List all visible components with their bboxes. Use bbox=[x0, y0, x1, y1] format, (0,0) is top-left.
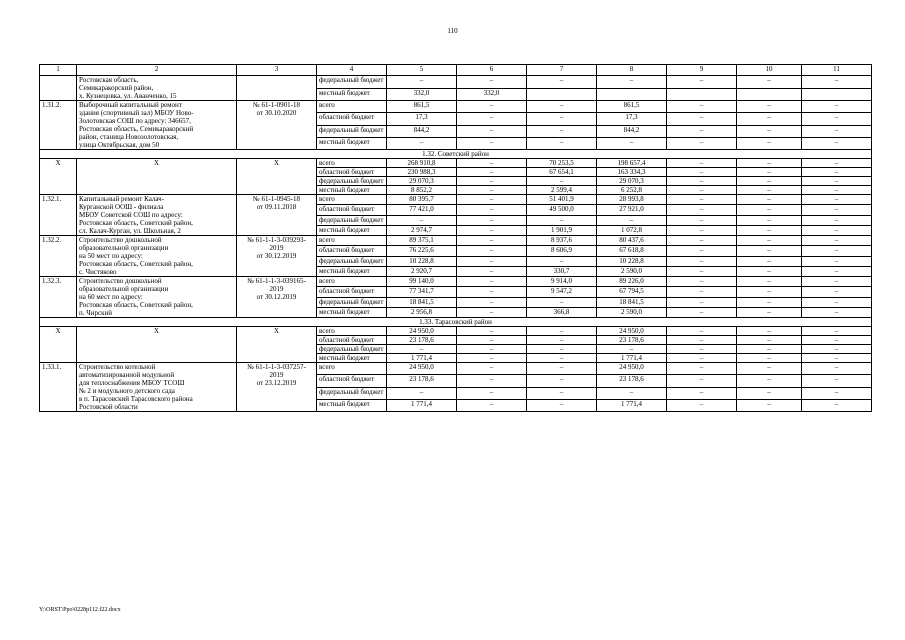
amount-cell: – bbox=[457, 215, 527, 225]
funding-source: федеральный бюджет bbox=[317, 76, 387, 89]
funding-source: областной бюджет bbox=[317, 168, 387, 177]
amount-cell: – bbox=[737, 387, 802, 399]
amount-cell: – bbox=[667, 76, 737, 89]
amount-cell: – bbox=[527, 375, 597, 387]
amount-cell: 49 500,0 bbox=[527, 205, 597, 215]
amount-cell: – bbox=[737, 266, 802, 276]
column-header: 6 bbox=[457, 65, 527, 76]
amount-cell: – bbox=[457, 256, 527, 266]
amount-cell: 366,8 bbox=[527, 307, 597, 317]
amount-cell: 89 226,0 bbox=[597, 277, 667, 287]
amount-cell: 163 334,3 bbox=[597, 168, 667, 177]
amount-cell: 8 606,9 bbox=[527, 246, 597, 256]
amount-cell: – bbox=[667, 113, 737, 125]
amount-cell: 29 070,3 bbox=[597, 177, 667, 186]
amount-cell: 1 771,4 bbox=[387, 399, 457, 411]
item-doc: № 61-1-0945-18 от 09.11.2018 bbox=[237, 195, 317, 236]
amount-cell: – bbox=[802, 246, 872, 256]
amount-cell: – bbox=[597, 387, 667, 399]
amount-cell: – bbox=[457, 375, 527, 387]
amount-cell: 844,2 bbox=[597, 125, 667, 137]
amount-cell: 230 988,3 bbox=[387, 168, 457, 177]
amount-cell: – bbox=[387, 215, 457, 225]
amount-cell: 29 070,3 bbox=[387, 177, 457, 186]
funding-source: всего bbox=[317, 236, 387, 246]
funding-source: местный бюджет bbox=[317, 88, 387, 101]
amount-cell: 23 178,6 bbox=[597, 375, 667, 387]
amount-cell: – bbox=[737, 215, 802, 225]
amount-cell: – bbox=[667, 205, 737, 215]
amount-cell: – bbox=[802, 125, 872, 137]
amount-cell: 23 178,6 bbox=[597, 336, 667, 345]
amount-cell: – bbox=[527, 113, 597, 125]
amount-cell: 332,0 bbox=[457, 88, 527, 101]
amount-cell: – bbox=[802, 113, 872, 125]
amount-cell bbox=[527, 88, 597, 101]
item-code: 1.31.2. bbox=[40, 101, 77, 150]
column-header: 3 bbox=[237, 65, 317, 76]
funding-source: федеральный бюджет bbox=[317, 125, 387, 137]
amount-cell bbox=[597, 88, 667, 101]
amount-cell: – bbox=[527, 125, 597, 137]
amount-cell: 861,5 bbox=[387, 101, 457, 113]
amount-cell: – bbox=[802, 307, 872, 317]
amount-cell: 18 841,5 bbox=[387, 297, 457, 307]
funding-source: областной бюджет bbox=[317, 113, 387, 125]
amount-cell: 80 395,7 bbox=[387, 195, 457, 205]
funding-source: местный бюджет bbox=[317, 354, 387, 363]
amount-cell: – bbox=[457, 225, 527, 235]
amount-cell: – bbox=[457, 387, 527, 399]
amount-cell: 2 599,4 bbox=[527, 186, 597, 195]
amount-cell: 18 841,5 bbox=[597, 297, 667, 307]
amount-cell: – bbox=[527, 345, 597, 354]
amount-cell: 844,2 bbox=[387, 125, 457, 137]
amount-cell: – bbox=[457, 101, 527, 113]
funding-source: федеральный бюджет bbox=[317, 297, 387, 307]
item-desc: X bbox=[77, 159, 237, 195]
amount-cell: – bbox=[802, 256, 872, 266]
table-row bbox=[40, 76, 872, 89]
amount-cell: – bbox=[667, 387, 737, 399]
item-code bbox=[40, 76, 77, 101]
amount-cell: 80 437,6 bbox=[597, 236, 667, 246]
amount-cell: 67 794,5 bbox=[597, 287, 667, 297]
amount-cell: – bbox=[802, 186, 872, 195]
section-title: 1.32. Советский район bbox=[40, 150, 872, 159]
amount-cell: – bbox=[527, 399, 597, 411]
amount-cell: 1 072,8 bbox=[597, 225, 667, 235]
amount-cell: – bbox=[667, 168, 737, 177]
amount-cell: 8 852,2 bbox=[387, 186, 457, 195]
amount-cell: – bbox=[667, 363, 737, 375]
funding-source: местный бюджет bbox=[317, 225, 387, 235]
amount-cell: – bbox=[457, 327, 527, 336]
column-header: 7 bbox=[527, 65, 597, 76]
amount-cell: – bbox=[457, 354, 527, 363]
amount-cell: – bbox=[802, 327, 872, 336]
funding-source: областной бюджет bbox=[317, 287, 387, 297]
amount-cell: – bbox=[737, 327, 802, 336]
amount-cell: – bbox=[527, 363, 597, 375]
amount-cell: – bbox=[737, 177, 802, 186]
amount-cell: – bbox=[667, 336, 737, 345]
amount-cell: – bbox=[737, 186, 802, 195]
amount-cell: – bbox=[667, 345, 737, 354]
amount-cell: – bbox=[737, 363, 802, 375]
amount-cell bbox=[802, 88, 872, 101]
amount-cell: – bbox=[802, 297, 872, 307]
table-row bbox=[40, 277, 872, 287]
amount-cell: – bbox=[802, 387, 872, 399]
amount-cell: – bbox=[737, 76, 802, 89]
item-doc bbox=[237, 76, 317, 101]
amount-cell: 67 654,1 bbox=[527, 168, 597, 177]
amount-cell: 9 914,0 bbox=[527, 277, 597, 287]
funding-source: всего bbox=[317, 277, 387, 287]
funding-source: областной бюджет bbox=[317, 336, 387, 345]
amount-cell: – bbox=[527, 256, 597, 266]
section-title: 1.33. Тарасовский район bbox=[40, 318, 872, 327]
amount-cell: – bbox=[667, 177, 737, 186]
amount-cell: – bbox=[667, 159, 737, 168]
amount-cell: – bbox=[457, 297, 527, 307]
item-code: X bbox=[40, 159, 77, 195]
amount-cell: 2 920,7 bbox=[387, 266, 457, 276]
amount-cell: – bbox=[802, 159, 872, 168]
amount-cell: 1 771,4 bbox=[387, 354, 457, 363]
amount-cell: – bbox=[802, 354, 872, 363]
amount-cell: – bbox=[802, 168, 872, 177]
amount-cell: – bbox=[802, 137, 872, 149]
amount-cell: 2 590,0 bbox=[597, 266, 667, 276]
funding-source: местный бюджет bbox=[317, 186, 387, 195]
amount-cell: – bbox=[667, 256, 737, 266]
amount-cell: – bbox=[457, 236, 527, 246]
amount-cell: – bbox=[597, 215, 667, 225]
amount-cell: 6 252,8 bbox=[597, 186, 667, 195]
amount-cell: 17,3 bbox=[387, 113, 457, 125]
amount-cell: – bbox=[457, 246, 527, 256]
amount-cell: – bbox=[737, 236, 802, 246]
amount-cell: – bbox=[527, 215, 597, 225]
funding-source: областной бюджет bbox=[317, 246, 387, 256]
amount-cell: – bbox=[527, 177, 597, 186]
amount-cell: – bbox=[527, 297, 597, 307]
amount-cell: 24 950,0 bbox=[387, 363, 457, 375]
amount-cell: – bbox=[802, 336, 872, 345]
amount-cell: – bbox=[457, 168, 527, 177]
amount-cell: – bbox=[737, 287, 802, 297]
funding-source: местный бюджет bbox=[317, 307, 387, 317]
column-header: 9 bbox=[667, 65, 737, 76]
amount-cell: – bbox=[457, 125, 527, 137]
amount-cell: – bbox=[802, 101, 872, 113]
amount-cell: 51 401,9 bbox=[527, 195, 597, 205]
amount-cell: – bbox=[737, 113, 802, 125]
amount-cell: 70 253,5 bbox=[527, 159, 597, 168]
amount-cell: – bbox=[667, 125, 737, 137]
amount-cell: 1 901,9 bbox=[527, 225, 597, 235]
amount-cell: – bbox=[387, 345, 457, 354]
table-row bbox=[40, 327, 872, 336]
amount-cell: – bbox=[597, 345, 667, 354]
funding-source: всего bbox=[317, 159, 387, 168]
amount-cell: 1 771,4 bbox=[597, 399, 667, 411]
table-row bbox=[40, 363, 872, 375]
amount-cell: 23 178,6 bbox=[387, 336, 457, 345]
amount-cell: 89 375,1 bbox=[387, 236, 457, 246]
page-number: 110 bbox=[447, 27, 458, 35]
amount-cell: 332,0 bbox=[387, 88, 457, 101]
amount-cell: 10 228,8 bbox=[387, 256, 457, 266]
funding-source: всего bbox=[317, 101, 387, 113]
amount-cell: – bbox=[737, 336, 802, 345]
file-path-footer: Y:\ORST\Ppo\0228p112.f22.docx bbox=[39, 607, 121, 613]
amount-cell: – bbox=[667, 354, 737, 363]
item-doc: № 61-1-0901-18 от 30.10.2020 bbox=[237, 101, 317, 150]
amount-cell: 24 950,0 bbox=[597, 327, 667, 336]
amount-cell: – bbox=[457, 137, 527, 149]
amount-cell: – bbox=[667, 399, 737, 411]
amount-cell: 28 993,8 bbox=[597, 195, 667, 205]
column-header: 1 bbox=[40, 65, 77, 76]
amount-cell: – bbox=[667, 236, 737, 246]
amount-cell: 24 950,0 bbox=[597, 363, 667, 375]
amount-cell: – bbox=[457, 336, 527, 345]
amount-cell: – bbox=[737, 246, 802, 256]
column-header: 2 bbox=[77, 65, 237, 76]
amount-cell: – bbox=[457, 76, 527, 89]
amount-cell: – bbox=[737, 399, 802, 411]
amount-cell: 198 657,4 bbox=[597, 159, 667, 168]
funding-source: федеральный бюджет bbox=[317, 345, 387, 354]
header-row bbox=[40, 65, 872, 76]
funding-source: всего bbox=[317, 327, 387, 336]
amount-cell: – bbox=[802, 345, 872, 354]
funding-source: всего bbox=[317, 363, 387, 375]
funding-source: федеральный бюджет bbox=[317, 215, 387, 225]
amount-cell: – bbox=[387, 76, 457, 89]
amount-cell: – bbox=[737, 375, 802, 387]
funding-source: местный бюджет bbox=[317, 399, 387, 411]
item-doc: № 61-1-1-3-039293- 2019 от 30.12.2019 bbox=[237, 236, 317, 277]
amount-cell: – bbox=[667, 277, 737, 287]
amount-cell: – bbox=[667, 307, 737, 317]
amount-cell: – bbox=[457, 113, 527, 125]
amount-cell: – bbox=[527, 137, 597, 149]
table-body bbox=[40, 65, 872, 412]
item-desc: Строительство дошкольной образовательной организации на 50 мест по адресу: Ростовская область, Советский район, с. Чистяково bbox=[77, 236, 237, 277]
amount-cell: – bbox=[802, 195, 872, 205]
item-desc: Ростовская область, Семикаракорский район, х. Кузнецовка, ул. Аванченко, 15 bbox=[77, 76, 237, 101]
column-header: 5 bbox=[387, 65, 457, 76]
amount-cell: – bbox=[802, 287, 872, 297]
item-code: 1.33.1. bbox=[40, 363, 77, 412]
amount-cell: – bbox=[457, 287, 527, 297]
amount-cell: 861,5 bbox=[597, 101, 667, 113]
column-header: 11 bbox=[802, 65, 872, 76]
amount-cell: – bbox=[457, 399, 527, 411]
amount-cell: – bbox=[737, 277, 802, 287]
amount-cell: – bbox=[737, 168, 802, 177]
amount-cell: – bbox=[737, 137, 802, 149]
amount-cell: 330,7 bbox=[527, 266, 597, 276]
amount-cell: – bbox=[667, 186, 737, 195]
amount-cell: – bbox=[667, 287, 737, 297]
amount-cell: – bbox=[802, 375, 872, 387]
amount-cell: – bbox=[802, 215, 872, 225]
funding-source: федеральный бюджет bbox=[317, 387, 387, 399]
amount-cell: – bbox=[802, 277, 872, 287]
amount-cell: – bbox=[667, 137, 737, 149]
amount-cell: 99 140,0 bbox=[387, 277, 457, 287]
amount-cell: – bbox=[737, 225, 802, 235]
item-doc: № 61-1-1-3-039165- 2019 от 30.12.2019 bbox=[237, 277, 317, 318]
amount-cell: – bbox=[527, 354, 597, 363]
amount-cell: – bbox=[667, 246, 737, 256]
table-row bbox=[40, 195, 872, 205]
amount-cell: – bbox=[597, 76, 667, 89]
funding-source: федеральный бюджет bbox=[317, 177, 387, 186]
amount-cell: – bbox=[457, 177, 527, 186]
amount-cell: – bbox=[802, 399, 872, 411]
amount-cell: – bbox=[737, 354, 802, 363]
item-doc: № 61-1-1-3-037257- 2019 от 23.12.2019 bbox=[237, 363, 317, 412]
amount-cell: – bbox=[667, 375, 737, 387]
amount-cell: 76 225,6 bbox=[387, 246, 457, 256]
amount-cell: – bbox=[387, 387, 457, 399]
amount-cell: 23 178,6 bbox=[387, 375, 457, 387]
item-desc: X bbox=[77, 327, 237, 363]
amount-cell: – bbox=[802, 205, 872, 215]
amount-cell: 77 341,7 bbox=[387, 287, 457, 297]
funding-source: областной бюджет bbox=[317, 205, 387, 215]
table-row bbox=[40, 101, 872, 113]
amount-cell: – bbox=[802, 236, 872, 246]
amount-cell: – bbox=[737, 125, 802, 137]
column-header: 8 bbox=[597, 65, 667, 76]
amount-cell: – bbox=[457, 159, 527, 168]
amount-cell: – bbox=[802, 266, 872, 276]
amount-cell: – bbox=[667, 297, 737, 307]
item-code: 1.32.2. bbox=[40, 236, 77, 277]
amount-cell: – bbox=[457, 363, 527, 375]
funding-source: местный бюджет bbox=[317, 137, 387, 149]
amount-cell: – bbox=[737, 345, 802, 354]
amount-cell: 10 228,8 bbox=[597, 256, 667, 266]
amount-cell: 17,3 bbox=[597, 113, 667, 125]
amount-cell: – bbox=[737, 195, 802, 205]
amount-cell: – bbox=[667, 195, 737, 205]
item-code: 1.32.1. bbox=[40, 195, 77, 236]
amount-cell: 2 590,0 bbox=[597, 307, 667, 317]
amount-cell: 268 910,8 bbox=[387, 159, 457, 168]
amount-cell: – bbox=[737, 307, 802, 317]
table-row bbox=[40, 159, 872, 168]
amount-cell: 67 618,8 bbox=[597, 246, 667, 256]
section-row bbox=[40, 318, 872, 327]
amount-cell: – bbox=[527, 327, 597, 336]
amount-cell: – bbox=[457, 307, 527, 317]
column-header: 10 bbox=[737, 65, 802, 76]
amount-cell: – bbox=[737, 297, 802, 307]
item-code: 1.32.3. bbox=[40, 277, 77, 318]
amount-cell: 2 956,8 bbox=[387, 307, 457, 317]
amount-cell: – bbox=[527, 387, 597, 399]
amount-cell: – bbox=[802, 225, 872, 235]
amount-cell: – bbox=[802, 76, 872, 89]
amount-cell: – bbox=[667, 101, 737, 113]
amount-cell: – bbox=[802, 177, 872, 186]
amount-cell: – bbox=[527, 101, 597, 113]
column-header: 4 bbox=[317, 65, 387, 76]
amount-cell: – bbox=[667, 266, 737, 276]
item-doc: X bbox=[237, 327, 317, 363]
amount-cell: – bbox=[597, 137, 667, 149]
item-desc: Выборочный капитальный ремонт здания (спортивный зал) МБОУ Ново- Золотовская СОШ по адресу: 346657, Ростовская область, Семикаракорский район, станица Новозолотовская, улица Октябрьская, дом 50 bbox=[77, 101, 237, 150]
table-row bbox=[40, 236, 872, 246]
funding-source: местный бюджет bbox=[317, 266, 387, 276]
amount-cell: – bbox=[457, 186, 527, 195]
amount-cell: – bbox=[457, 345, 527, 354]
budget-table bbox=[39, 64, 872, 412]
amount-cell: – bbox=[737, 101, 802, 113]
amount-cell: 9 547,2 bbox=[527, 287, 597, 297]
amount-cell: – bbox=[737, 159, 802, 168]
amount-cell: – bbox=[457, 195, 527, 205]
amount-cell: – bbox=[667, 327, 737, 336]
amount-cell: – bbox=[387, 137, 457, 149]
amount-cell: – bbox=[527, 76, 597, 89]
amount-cell: – bbox=[527, 336, 597, 345]
amount-cell: – bbox=[737, 256, 802, 266]
amount-cell: 27 921,0 bbox=[597, 205, 667, 215]
amount-cell bbox=[667, 88, 737, 101]
amount-cell: 2 974,7 bbox=[387, 225, 457, 235]
amount-cell: 77 421,0 bbox=[387, 205, 457, 215]
amount-cell: – bbox=[457, 205, 527, 215]
amount-cell: – bbox=[667, 215, 737, 225]
item-code: X bbox=[40, 327, 77, 363]
amount-cell: 1 771,4 bbox=[597, 354, 667, 363]
item-desc: Капитальный ремонт Калач- Курганской ООШ - филиала МБОУ Советской СОШ по адресу: Ростовская область, Советский район, сл. Калач-Курган, ул. Школьная, 2 bbox=[77, 195, 237, 236]
amount-cell: – bbox=[457, 277, 527, 287]
funding-source: федеральный бюджет bbox=[317, 256, 387, 266]
item-desc: Строительство дошкольной образовательной организации на 60 мест по адресу: Ростовская область, Советский район, п. Чирский bbox=[77, 277, 237, 318]
amount-cell: – bbox=[802, 363, 872, 375]
item-doc: X bbox=[237, 159, 317, 195]
item-desc: Строительство котельной автоматизированной модульной для теплоснабжения МБОУ ТСОШ № 2 и модульного детского сада в п. Тарасовский Тарасовского района Ростовской области bbox=[77, 363, 237, 412]
funding-source: областной бюджет bbox=[317, 375, 387, 387]
amount-cell: 24 950,0 bbox=[387, 327, 457, 336]
amount-cell: 8 937,6 bbox=[527, 236, 597, 246]
funding-source: всего bbox=[317, 195, 387, 205]
section-row bbox=[40, 150, 872, 159]
amount-cell: – bbox=[667, 225, 737, 235]
amount-cell: – bbox=[457, 266, 527, 276]
amount-cell: – bbox=[737, 205, 802, 215]
amount-cell bbox=[737, 88, 802, 101]
